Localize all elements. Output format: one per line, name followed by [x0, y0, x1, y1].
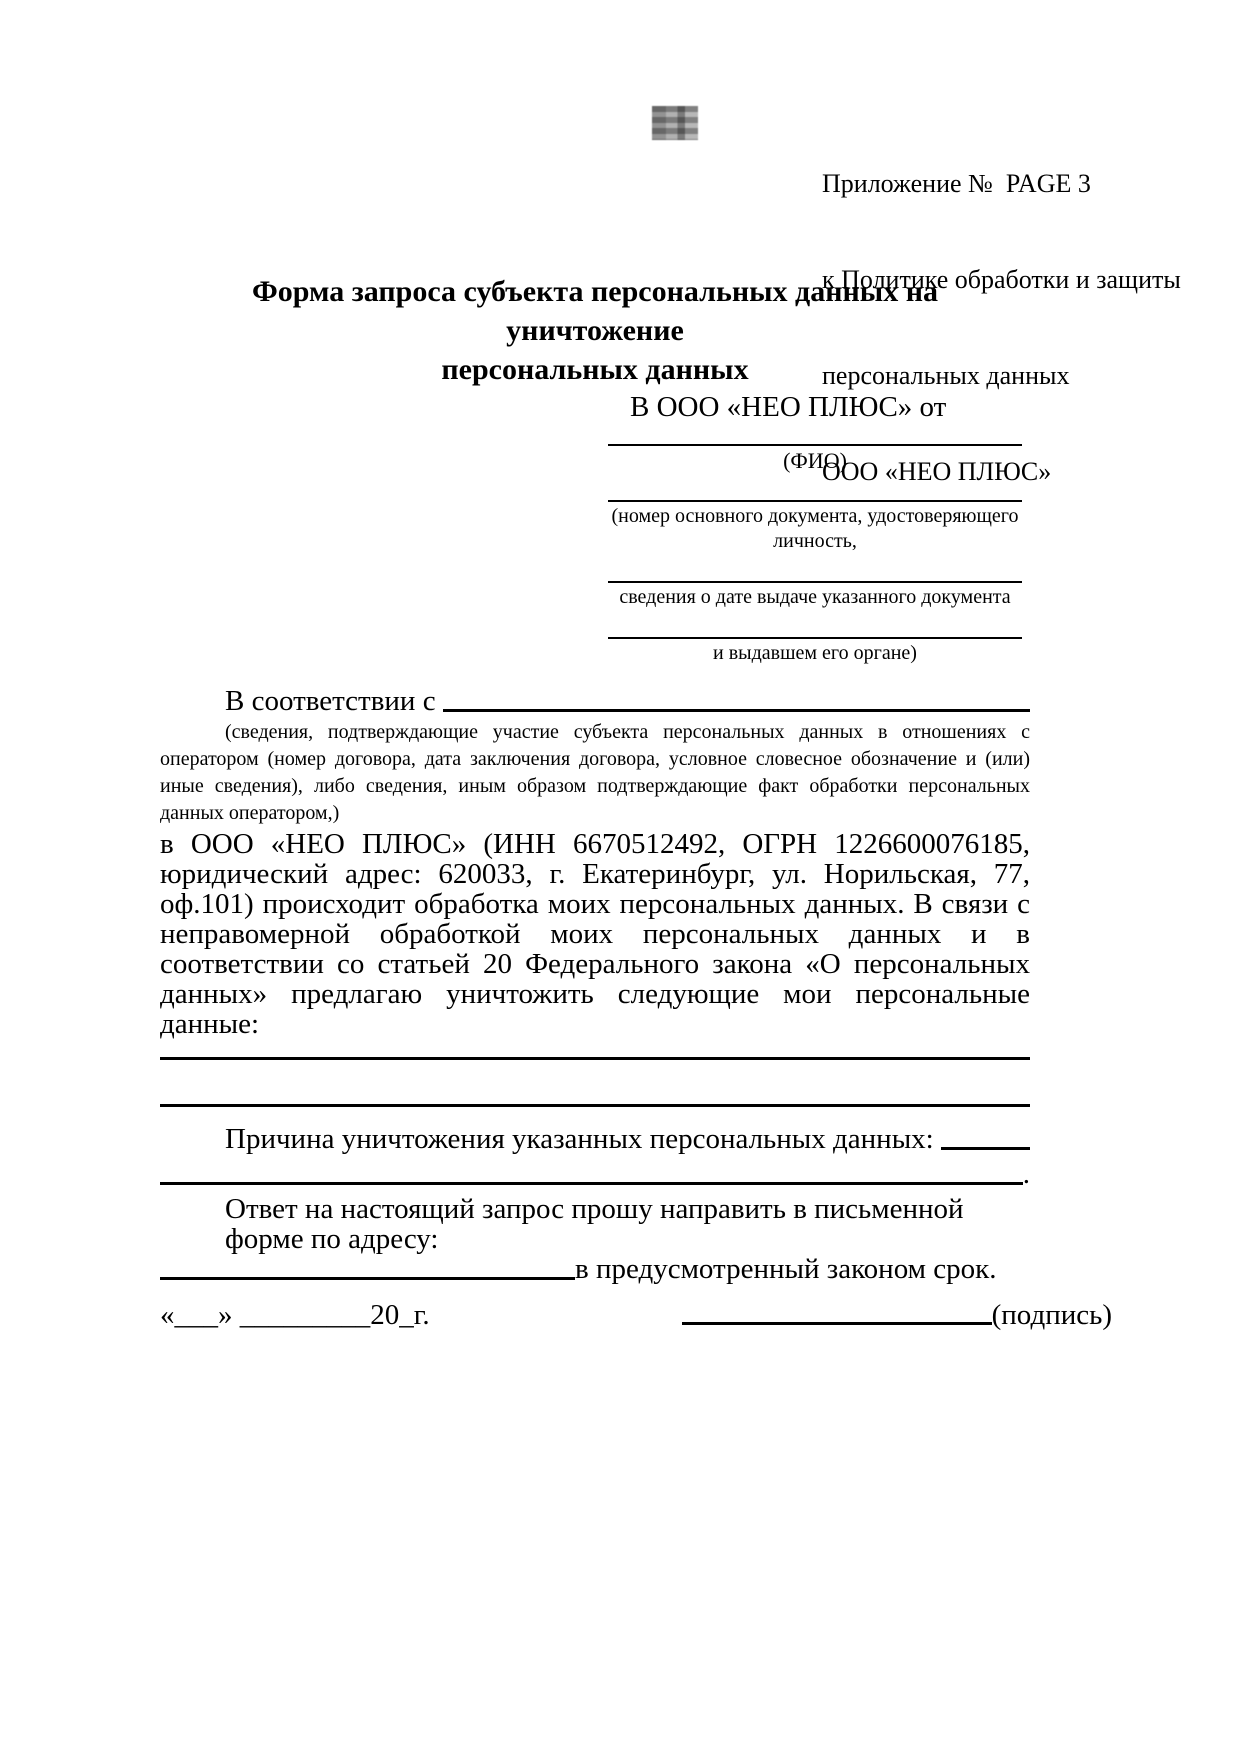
- appendix-header-line4: ООО «НЕО ПЛЮС»: [822, 457, 1052, 486]
- pixelated-thumbnail-icon: [652, 106, 698, 140]
- fill-in-line: [941, 1124, 1030, 1150]
- appendix-header-line2: к Политике обработки и защиты: [822, 265, 1181, 294]
- field-caption-issue-date: сведения о дате выдаче указанного документа: [619, 586, 1011, 608]
- field-caption-issuer: и выдавшем его органе): [713, 642, 917, 664]
- appendix-header-line3: персональных данных: [822, 361, 1070, 390]
- input-line-fio: [608, 444, 1022, 473]
- response-request-line: Ответ на настоящий запрос прошу направить в письменной форме по адресу:: [225, 1193, 964, 1255]
- response-address-line: [160, 1254, 1030, 1284]
- appendix-header-line1: Приложение № PAGE 3: [822, 169, 1091, 198]
- main-paragraph: в ООО «НЕО ПЛЮС» (ИНН 6670512492, ОГРН 1226600076185, юридический адрес: 620033, г. Екатеринбург, ул. Норильская, 77, оф.101) происходит обработка моих персональных данных. В связи с неправомерной обработкой моих персональных данных и в соответствии со статьей 20 Федерального закона «О персональных данных» предлагаю уничтожить следующие мои персональные данные:: [160, 828, 1030, 1040]
- accordance-line: [160, 686, 1030, 716]
- fill-in-line: [160, 1104, 1030, 1107]
- fill-in-line: [160, 1057, 1030, 1060]
- reason-line: [160, 1124, 1030, 1154]
- reason-label: Причина уничтожения указанных персональных данных:: [225, 1123, 941, 1155]
- spacer: [996, 1254, 1030, 1284]
- fill-in-line: [160, 1254, 575, 1280]
- addressee-line: В ООО «НЕО ПЛЮС» от: [630, 391, 947, 423]
- line-end-period: .: [1022, 1158, 1030, 1190]
- form-title-line1: Форма запроса субъекта персональных данных на уничтожение: [251, 275, 938, 347]
- accordance-note: (сведения, подтверждающие участие субъекта персональных данных в отношениях с оператором (номер договора, дата заключения договора, условное словесное обозначение и (или) иные сведения), либо сведения, иным образом подтверждающие факт обработки персональных данных оператором,): [160, 721, 1030, 824]
- signature-row: [160, 1300, 1112, 1330]
- input-line-issue-date: [608, 581, 1022, 610]
- field-caption-fio: (ФИО): [783, 448, 847, 473]
- fill-in-line: [443, 686, 1030, 712]
- signature-caption: (подпись): [991, 1299, 1112, 1331]
- date-blank: «___» _________20_г.: [160, 1299, 430, 1331]
- input-line-issuer: [608, 637, 1022, 666]
- field-caption-document-number: (номер основного документа, удостоверяющего личность,: [611, 505, 1019, 552]
- accordance-lead: В соответствии с: [225, 685, 443, 717]
- identity-fields: [160, 444, 1030, 666]
- signature-line: [682, 1300, 992, 1325]
- form-title-line2: персональных данных: [441, 353, 749, 386]
- signature-group: [682, 1300, 1112, 1330]
- form-title: [160, 272, 1030, 389]
- reason-continuation-line: [160, 1159, 1030, 1189]
- input-line-document-number: [608, 500, 1022, 554]
- fill-in-line: [160, 1159, 1023, 1185]
- response-term-text: в предусмотренный законом срок.: [575, 1253, 997, 1285]
